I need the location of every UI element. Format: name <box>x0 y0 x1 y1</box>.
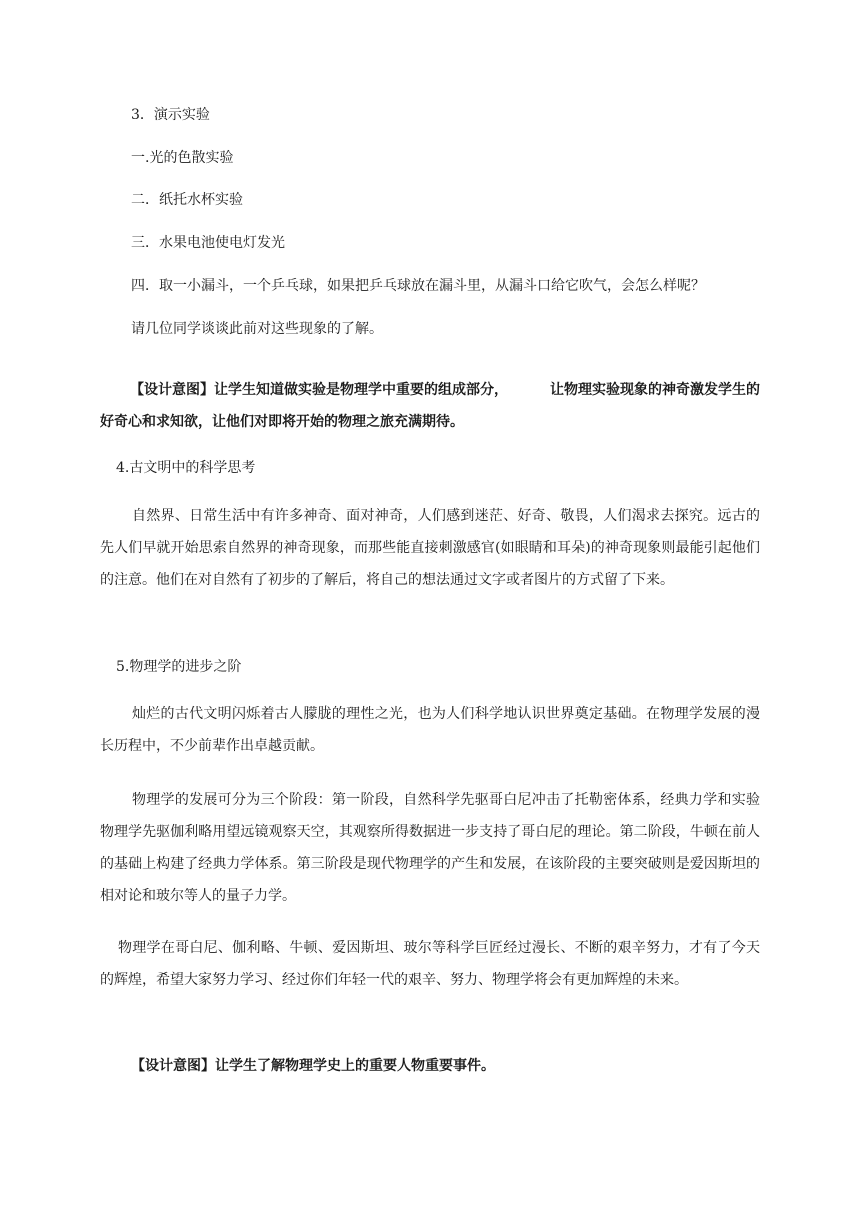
design-intent-label: 【设计意图】 <box>130 382 214 398</box>
ancient-civilization-paragraph: 自然界、日常生活中有许多神奇、面对神奇，人们感到迷茫、好奇、敬畏，人们渴求去探究。远古的先人们早就开始思索自然界的神奇现象，而那些能直接刺激感官(如眼睛和耳朵)的神奇现象则最能引起他们的注意。他们在对自然有了初步的了解后，将自己的想法通过文字或者图片的方式留了下来。 <box>100 508 760 588</box>
experiment-item-2: 二．纸托水杯实验 <box>131 192 243 208</box>
design-intent-label: 【设计意图】 <box>131 1058 215 1074</box>
design-intent-text-part2: 让物理实验现象的神奇激发学生的好奇心和求知欲，让他们对即将开始的物理之旅充满期待。 <box>100 382 760 430</box>
design-intent-text: 让学生了解物理学史上的重要人物重要事件。 <box>215 1058 495 1074</box>
design-intent-experiments <box>100 374 760 438</box>
section-3-heading: 3．演示实验 <box>131 107 210 123</box>
physics-future-paragraph: 物理学在哥白尼、伽利略、牛顿、爱因斯坦、玻尔等科学巨匠经过漫长、不断的艰辛努力，才有了今天的辉煌，希望大家努力学习、经过你们年轻一代的艰辛、努力、物理学将会有更加辉煌的未来。 <box>100 940 760 988</box>
physics-stages-paragraph: 物理学的发展可分为三个阶段：第一阶段，自然科学先驱哥白尼冲击了托勒密体系，经典力学和实验物理学先驱伽利略用望远镜观察天空，其观察所得数据进一步支持了哥白尼的理论。第二阶段，牛顿在前人的基础上构建了经典力学体系。第三阶段是现代物理学的产生和发展，在该阶段的主要突破则是爱因斯坦的相对论和玻尔等人的量子力学。 <box>100 792 760 904</box>
design-intent-history <box>131 1056 791 1076</box>
physics-progress-paragraph-1: 灿烂的古代文明闪烁着古人朦胧的理性之光，也为人们科学地认识世界奠定基础。在物理学发展的漫长历程中，不少前辈作出卓越贡献。 <box>100 706 760 754</box>
experiment-item-1: 一.光的色散实验 <box>131 150 234 166</box>
design-intent-text-part1: 让学生知道做实验是物理学中重要的组成部分， <box>214 382 508 398</box>
section-4-heading: 4.古文明中的科学思考 <box>116 460 256 476</box>
section-5-heading: 5.物理学的进步之阶 <box>116 659 242 675</box>
experiment-discussion: 请几位同学谈谈此前对这些现象的了解。 <box>131 321 383 337</box>
experiment-item-4: 四．取一小漏斗，一个乒乓球，如果把乒乓球放在漏斗里，从漏斗口给它吹气，会怎么样呢？ <box>131 278 705 294</box>
experiment-item-3: 三．水果电池使电灯发光 <box>131 235 285 251</box>
